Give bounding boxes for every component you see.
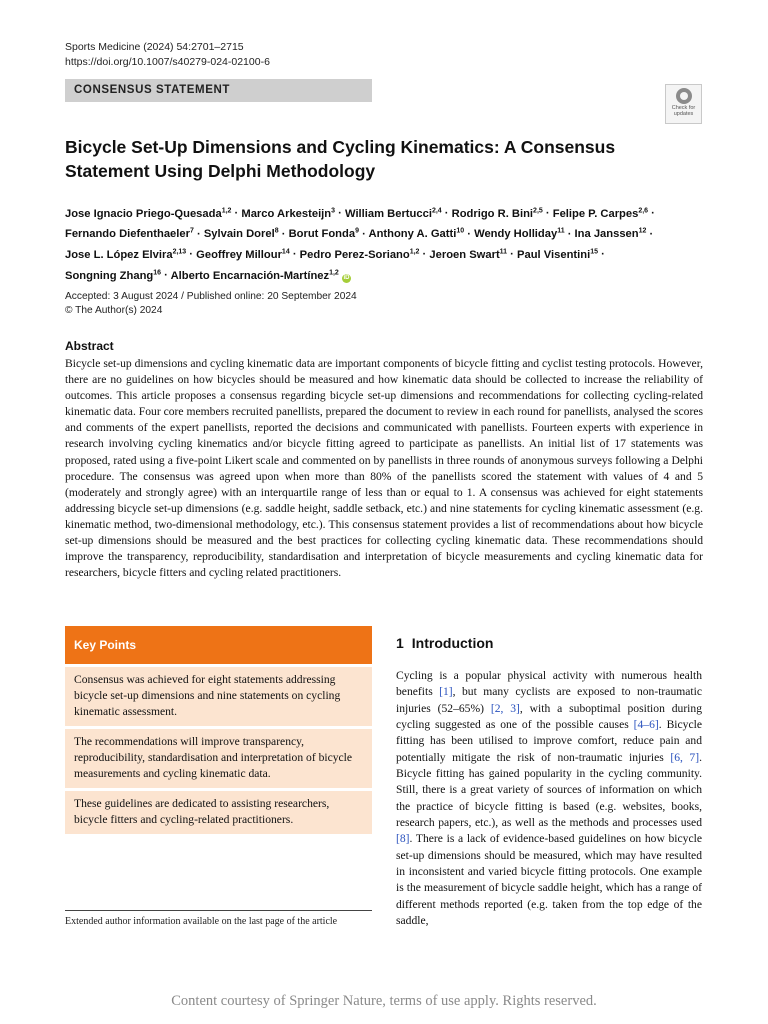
intro-text-segment: . Bicycle fitting has gained popularity in the cycling community. Still, there is a great variety of sources of information on which the practice of bicycle fitting is based (e.g. websites, books, research papers, etc.), as well as the methods and processes used [396, 750, 702, 830]
updates-badge-line1: Check for [671, 105, 696, 111]
footnote-divider [65, 910, 372, 911]
author[interactable]: Marco Arkesteijn$^3$ [241, 207, 336, 220]
author[interactable]: Alberto Encarnación-Martínez$^{1,2}$ [170, 269, 339, 282]
citation-link[interactable]: [6, 7] [670, 750, 700, 764]
author[interactable]: Fernando Diefenthaeler$^7$ [65, 227, 194, 241]
author[interactable]: Jose Ignacio Priego-Quesada$^{1,2}$ [65, 207, 232, 220]
key-points-box [65, 626, 372, 834]
author[interactable]: Ina Janssen$^{12}$ [574, 227, 647, 241]
journal-citation: Sports Medicine (2024) 54:2701–2715 [65, 41, 244, 53]
author[interactable]: Sylvain Dorel$^8$ [203, 227, 279, 241]
intro-text-segment: , with a suboptimal position during cycling suggested as one of the possible causes [396, 701, 702, 732]
key-point-item: The recommendations will improve transparency, reproducibility, standardisation and interpretation of bicycle measurements and cycling kinematic data. [65, 729, 372, 788]
author[interactable]: Anthony A. Gatti$^{10}$ [368, 227, 465, 241]
author-list: Jose Ignacio Priego-Quesada$^{1,2}$ · Marco Arkesteijn$^3$ · William Bertucci$^{2,4}$ · Rodrigo R. Bini$^{2,5}$ · Felipe P. Carpes$^{2,6}$ · Fernando Diefenthaeler$^7$ · Sylvain Dorel$^8$ · Borut Fonda$^9$ · Anthony A. Gatti$^{10}$ · Wendy Holliday$^{11}$ · Ina Janssen$^{12}$ · Jose L. López Elvira$^{2,13}$ · Geoffrey Millour$^{14}$ · Pedro Perez-Soriano$^{1,2}$ · Jeroen Swart$^{11}$ · Paul Visentini$^{15}$ · Songning Zhang$^{16}$ · Alberto Encarnación-Martínez$^{1,2}$ iD [65, 207, 655, 282]
citation-link[interactable]: [4–6] [633, 718, 659, 732]
introduction-text [396, 668, 702, 930]
article-title [65, 135, 675, 183]
intro-text-segment: , but many cyclists are exposed to non-traumatic injuries (52–65%) [396, 685, 702, 715]
orcid-icon[interactable]: iD [343, 274, 350, 281]
title-line-1: Bicycle Set-Up Dimensions and Cycling Kinematics: A Consensus [65, 137, 616, 157]
intro-text-segment: Cycling is a popular physical activity with numerous health benefits [396, 669, 702, 699]
author[interactable]: Pedro Perez-Soriano$^{1,2}$ [299, 248, 420, 262]
intro-text-segment: . There is a lack of evidence-based guidelines on how bicycle set-up dimensions should be measured, which may have resulted in inconsistent and varied bicycle fitting protocols. One example is the measurement of bicycle saddle height, which has a range of different methods reported (e.g. taken from the top edge of the saddle, [396, 832, 702, 928]
key-points-heading: Key Points [65, 626, 372, 664]
section-number: 1 [396, 635, 404, 651]
author[interactable]: William Bertucci$^{2,4}$ [344, 207, 442, 220]
abstract-heading: Abstract [65, 339, 114, 353]
abstract-text: Bicycle set-up dimensions and cycling kinematic data are important components of bicycle fitting and cyclist testing protocols. However, there are no guidelines on how bicycles should be measured and how kinematic data should be collected to increase the reliability of outcomes. This article proposes a consensus regarding bicycle set-up dimensions and recommendations for collecting cycling-related kinematic data. Four core members recruited panellists, prepared the document to review in each round for panellists, analysed the scores and comments of the expert panellists, reported the decisions and communicated with panellists. Fourteen experts with experience in research involving cycling kinematics and/or bicycle fitting agreed to participate as panellists. An initial list of 17 statements was proposed, rated using a five-point Likert scale and commented on by panellists in three rounds of anonymous surveys following a Delphi procedure. The consensus was agreed upon when more than 80% of the panellists scored the statement with values of 4 and 5 (moderately and strongly agree) with an interquartile range of less than or equal to 1. A consensus was achieved for eight statements addressing bicycle set-up dimensions (e.g. saddle height, saddle setback, etc.) and nine statements for cycling kinematic assessment (e.g. kinematic method, two-dimensional methodology, etc.). This consensus statement provides a list of recommendations about how bicycle set-up dimensions should be measured and the best practices for collecting cycling kinematic data. These recommendations should improve the transparency, reproducibility, standardisation and interpretation of bicycle measurements and cycling kinematic data for researchers, bicycle fitters and cycling related practitioners. [65, 357, 703, 580]
publication-dates [65, 290, 357, 318]
author[interactable]: Jose L. López Elvira$^{2,13}$ [65, 248, 187, 262]
article-type-band: CONSENSUS STATEMENT [65, 79, 372, 102]
content-courtesy-notice: Content courtesy of Springer Nature, terms of use apply. Rights reserved. [171, 993, 597, 1009]
intro-text-segment: . Bicycle fitting has been utilised to improve comfort, reduce pain and potentially mitigate the risk of non-traumatic injuries [396, 718, 702, 764]
citation-link[interactable]: [8] [396, 832, 410, 846]
author[interactable]: Borut Fonda$^9$ [288, 227, 359, 241]
journal-meta [65, 40, 270, 70]
citation-link[interactable]: [2, 3] [490, 701, 520, 715]
doi-link[interactable]: https://doi.org/10.1007/s40279-024-02100-6 [65, 56, 270, 68]
section-title: Introduction [411, 635, 494, 651]
check-for-updates-badge[interactable] [665, 84, 702, 124]
section-heading-introduction [396, 635, 493, 651]
copyright-line: © The Author(s) 2024 [65, 305, 163, 316]
updates-badge-line2: updates [673, 111, 694, 117]
author[interactable]: Songning Zhang$^{16}$ [65, 269, 162, 282]
key-point-item: These guidelines are dedicated to assisting researchers, bicycle fitters and cycling-related practitioners. [65, 791, 372, 834]
author[interactable]: Wendy Holliday$^{11}$ [474, 227, 565, 241]
author[interactable]: Rodrigo R. Bini$^{2,5}$ [451, 207, 543, 220]
author[interactable]: Jeroen Swart$^{11}$ [429, 248, 508, 262]
author-info-footnote: Extended author information available on the last page of the article [65, 916, 338, 927]
author[interactable]: Geoffrey Millour$^{14}$ [196, 248, 290, 262]
author[interactable]: Paul Visentini$^{15}$ [517, 248, 598, 262]
author[interactable]: Felipe P. Carpes$^{2,6}$ [552, 207, 649, 220]
updates-icon [676, 88, 692, 104]
title-line-2: Statement Using Delphi Methodology [65, 161, 376, 181]
citation-link[interactable]: [1] [439, 685, 453, 699]
key-point-item: Consensus was achieved for eight statements addressing bicycle set-up dimensions and nine statements on cycling kinematic assessment. [65, 667, 372, 726]
accepted-published-dates: Accepted: 3 August 2024 / Published online: 20 September 2024 [65, 291, 357, 302]
